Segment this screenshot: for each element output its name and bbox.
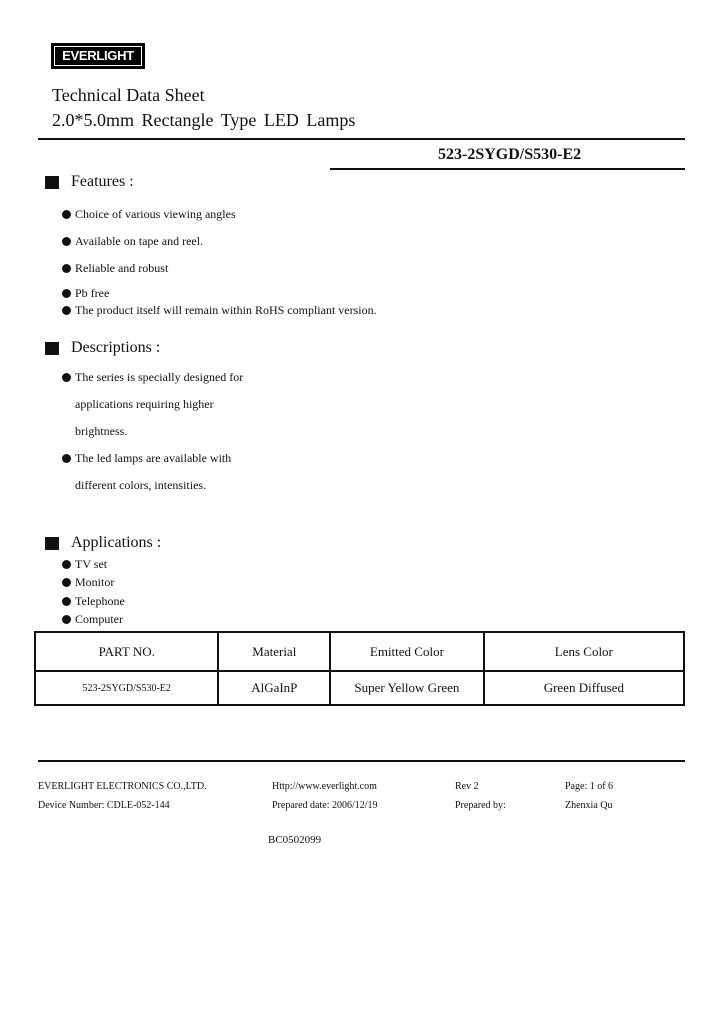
bullet-icon: [62, 289, 71, 298]
everlight-logo: [51, 43, 145, 69]
descriptions-heading-text: Descriptions :: [71, 339, 161, 356]
feature-text: Pb free: [75, 286, 110, 300]
bullet-icon: [62, 237, 71, 246]
feature-item: [62, 261, 168, 276]
table-row: [35, 671, 684, 705]
table-header-row: [35, 632, 684, 671]
feature-item: [62, 303, 377, 318]
feature-text: Choice of various viewing angles: [75, 207, 236, 221]
feature-item: [62, 234, 203, 249]
bullet-icon: [62, 578, 71, 587]
section-square-icon: [45, 342, 59, 355]
application-item: [62, 594, 125, 609]
cell-emitted-color: Super Yellow Green: [330, 671, 484, 705]
descriptions-heading: [45, 339, 160, 357]
applications-heading: [45, 534, 161, 552]
bullet-icon: [62, 454, 71, 463]
application-text: Computer: [75, 612, 123, 626]
description-text: The led lamps are available with: [75, 451, 232, 465]
bullet-icon: [62, 560, 71, 569]
footer-device-number: Device Number: CDLE-052-144: [38, 800, 170, 811]
feature-text: Available on tape and reel.: [75, 234, 204, 248]
bullet-icon: [62, 597, 71, 606]
description-text: different colors, intensities.: [75, 478, 207, 492]
footer-doc-code: BC0502099: [268, 834, 322, 846]
description-item: [62, 451, 231, 466]
cell-lens-color: Green Diffused: [484, 671, 684, 705]
cell-material: AlGaInP: [218, 671, 330, 705]
footer-prepared-by: Zhenxia Qu: [565, 800, 613, 811]
description-item: [62, 370, 243, 385]
bullet-icon: [62, 210, 71, 219]
doc-subtitle: 2.0*5.0mm Rectangle Type LED Lamps: [52, 110, 356, 130]
column-header-part-no: PART NO.: [35, 632, 218, 671]
part-number-rule: [330, 168, 685, 170]
footer-page: Page: 1 of 6: [565, 781, 614, 792]
footer-company: EVERLIGHT ELECTRONICS CO.,LTD.: [38, 781, 207, 792]
footer-rule: [38, 760, 685, 762]
feature-item: [62, 286, 109, 301]
description-text: brightness.: [75, 424, 128, 438]
bullet-icon: [62, 373, 71, 382]
section-square-icon: [45, 537, 59, 550]
bullet-icon: [62, 306, 71, 315]
bullet-icon: [62, 615, 71, 624]
application-item: [62, 557, 107, 572]
column-header-lens-color: Lens Color: [484, 632, 684, 671]
features-heading-text: Features :: [71, 173, 134, 190]
description-text: The series is specially designed for: [75, 370, 244, 384]
application-text: Telephone: [75, 594, 125, 608]
feature-item: [62, 207, 236, 222]
application-item: [62, 612, 123, 627]
applications-heading-text: Applications :: [71, 534, 162, 551]
cell-part-no: 523-2SYGD/S530-E2: [35, 671, 218, 705]
description-text: applications requiring higher: [75, 397, 214, 411]
footer-website[interactable]: Http://www.everlight.com: [272, 781, 377, 792]
header-rule: [38, 138, 685, 140]
logo-text: EVERLIGHT: [54, 46, 142, 66]
bullet-icon: [62, 264, 71, 273]
part-number: 523-2SYGD/S530-E2: [438, 146, 582, 163]
parts-table: [34, 631, 685, 706]
application-text: TV set: [75, 557, 108, 571]
section-square-icon: [45, 176, 59, 189]
footer-rev: Rev 2: [455, 781, 479, 792]
doc-title: Technical Data Sheet: [52, 85, 205, 105]
column-header-material: Material: [218, 632, 330, 671]
application-text: Monitor: [75, 575, 115, 589]
feature-text: Reliable and robust: [75, 261, 169, 275]
footer-prepared-by-label: Prepared by:: [455, 800, 506, 811]
footer-prepared-date: Prepared date: 2006/12/19: [272, 800, 378, 811]
feature-text: The product itself will remain within RoHS compliant version.: [75, 303, 377, 317]
column-header-emitted-color: Emitted Color: [330, 632, 484, 671]
features-heading: [45, 173, 134, 191]
application-item: [62, 575, 114, 590]
